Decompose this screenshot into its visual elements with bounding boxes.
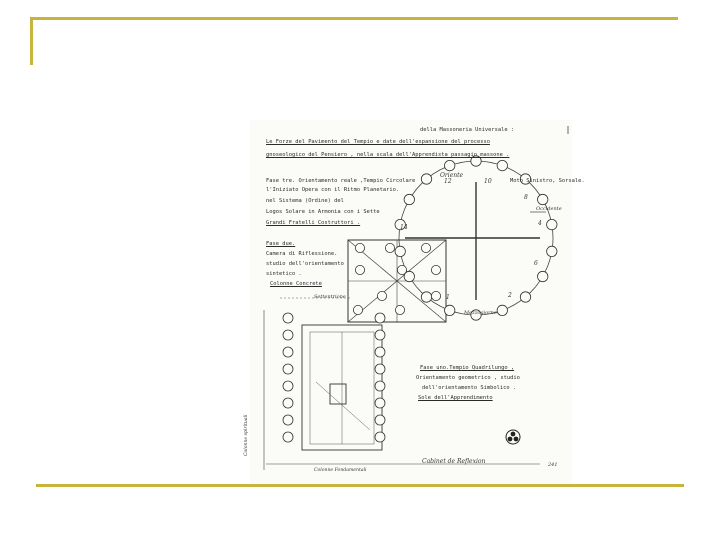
mid-block-line-5: Colonne Concrete (270, 281, 322, 287)
label-oriente: Oriente (440, 172, 464, 179)
chamber-symbol-circle (377, 291, 386, 300)
label-settentrione: Settentrione (314, 294, 346, 300)
circle-number-6: 6 (534, 260, 538, 267)
slide-frame-bottom (36, 484, 684, 487)
mid-block-line-4: sintetico . (266, 271, 302, 277)
planet-symbol-circle (538, 271, 548, 281)
chamber-symbol-circle (355, 243, 364, 252)
right-block-line-1: Fase uno.Tempio Quadrilungo , (420, 365, 515, 371)
circle-number-12: 12 (444, 178, 452, 185)
chamber-symbol-circle (421, 243, 430, 252)
right-block-line-4: Sole dell'Apprendimento (418, 395, 493, 401)
column-symbol-circle (375, 398, 385, 408)
right-block-line-2: Orientamento geometrico , studio (416, 375, 520, 381)
page-number: 241 (548, 462, 558, 468)
chamber-symbol-circle (355, 265, 364, 274)
chamber-symbol-circle (431, 265, 440, 274)
column-symbol-circle (283, 347, 293, 357)
left-block-line-3: nel Sistema (Ordine) del (266, 198, 344, 204)
label-occidente: Occidente (536, 206, 562, 212)
column-symbol-circle (283, 381, 293, 391)
column-symbol-circle (375, 364, 385, 374)
column-node-group (283, 313, 385, 442)
mid-block-line-3: studio dell'orientamento (266, 261, 344, 267)
title-line-1: Le Forze del Pavimento del Tempio e date dell'espansione del processo (266, 139, 490, 145)
trefoil-emblem (506, 430, 520, 444)
planet-symbol-circle (497, 305, 507, 315)
column-symbol-circle (283, 313, 293, 323)
circle-number-2: 2 (508, 292, 512, 299)
right-block-line-3: dell'orientamento Simbolico . (422, 385, 517, 391)
circle-number-14: 14 (400, 224, 408, 231)
scanned-diagram (244, 120, 585, 484)
planet-symbol-circle (538, 194, 548, 204)
chamber-symbol-circle (353, 305, 362, 314)
chamber-symbol-circle (395, 305, 404, 314)
column-symbol-circle (375, 347, 385, 357)
chamber-symbol-circle (385, 243, 394, 252)
planet-symbol-circle (445, 160, 455, 170)
mid-block-line-1: Fase due. (266, 241, 296, 247)
column-symbol-circle (375, 415, 385, 425)
planet-symbol-circle (497, 160, 507, 170)
circle-number-8: 8 (524, 194, 528, 201)
column-symbol-circle (375, 313, 385, 323)
column-symbol-circle (283, 432, 293, 442)
circle-number-10: 10 (484, 178, 492, 185)
column-symbol-circle (283, 415, 293, 425)
planet-symbol-circle (445, 305, 455, 315)
label-bottom-middle: Colonne Fondamentali (314, 468, 367, 473)
column-symbol-circle (375, 381, 385, 391)
label-cabinet: Cabinet de Reflexion (422, 458, 486, 465)
left-block-line-5: Grandi Fratelli Costruttori . (266, 220, 361, 226)
planet-symbol-circle (547, 219, 557, 229)
label-mezzogiorno: Mezzogiorno (464, 310, 497, 316)
mid-block-line-2: Camera di Riflessione. (266, 251, 338, 257)
column-symbol-circle (375, 330, 385, 340)
diagram-drawing (250, 120, 572, 484)
left-block-line-4: Logos Solare in Armonia con i Sette (266, 209, 380, 215)
chamber-symbol-circle (397, 265, 406, 274)
right-title: Moto Sinistro, Sorsale. (510, 178, 585, 184)
column-symbol-circle (283, 398, 293, 408)
left-block-line-2: l'Iniziato Opera con il Ritmo Planetario. (266, 187, 400, 193)
planet-symbol-circle (520, 292, 530, 302)
planet-symbol-circle (395, 246, 405, 256)
planet-symbol-circle (421, 292, 431, 302)
planet-symbol-circle (547, 246, 557, 256)
header-line: della Massoneria Universale : (420, 127, 515, 133)
circle-number-4: 4 (538, 220, 542, 227)
column-symbol-circle (283, 330, 293, 340)
column-symbol-circle (283, 364, 293, 374)
column-symbol-circle (375, 432, 385, 442)
planet-symbol-circle (404, 194, 414, 204)
label-bottom-left: Colonne spirituali (244, 414, 249, 456)
left-block-line-1: Fase tre. Orientamento reale ,Tempio Circolare (266, 178, 416, 184)
slide-frame-left (30, 17, 33, 65)
circle-number-1: 1 (446, 294, 450, 301)
chamber-symbol-circle (431, 291, 440, 300)
altar (330, 384, 346, 404)
title-line-2: gnoseologico del Pensiero , nella scala dell'Apprendista passagio massone . (266, 152, 510, 158)
planet-symbol-circle (421, 174, 431, 184)
slide-frame-top (30, 17, 678, 20)
temple-diagonal (316, 382, 370, 430)
